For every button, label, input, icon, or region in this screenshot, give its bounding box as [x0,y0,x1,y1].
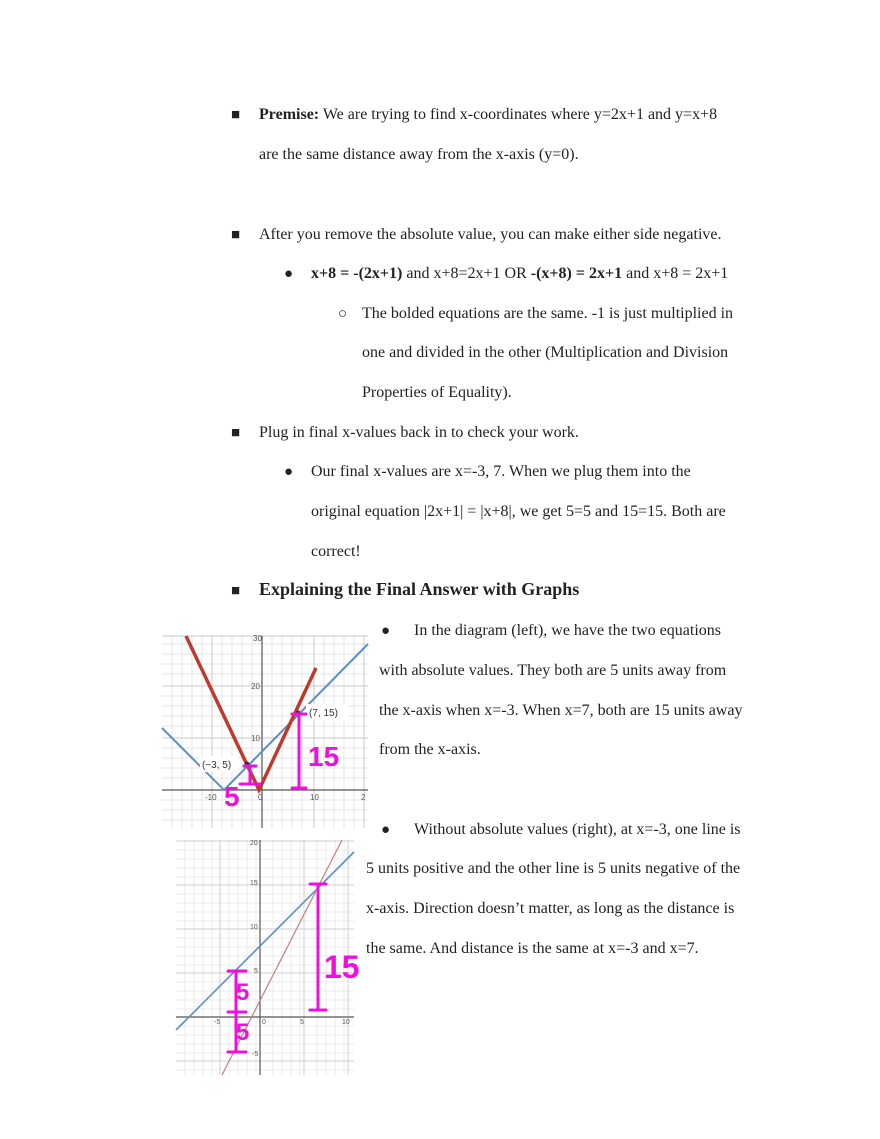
y-tick-label: 10 [250,924,258,931]
explain-para1-line-1: In the diagram (left), we have the two equations [414,622,721,639]
premise-label: Premise: [259,106,320,123]
equation-text-2: and x+8 = 2x+1 [626,265,729,282]
handwritten-15: 15 [308,741,340,772]
y-tick-label: 5 [254,968,258,975]
plug-in-text: Plug in final x-values back in to check your work. [259,424,579,441]
explain-para2-line-1: Without absolute values (right), at x=-3, one line is [414,821,741,838]
handwritten-15: 15 [324,949,360,985]
explain-para2-line-3: x-axis. Direction doesn’t matter, as long as the distance is [366,900,735,917]
point-label-a: (−3, 5) [202,760,232,771]
absolute-value-graph [162,636,368,828]
plug-in-sub-3: correct! [311,543,361,560]
square-bullet-icon: ■ [231,425,241,441]
subsub-line-1: The bolded equations are the same. -1 is just multiplied in [362,305,734,322]
y-tick-label: 15 [250,880,258,887]
y-tick-label: 10 [251,734,260,743]
x-tick-label: 2 [361,793,366,802]
x-tick-label: -10 [205,793,217,802]
bold-equation-1: x+8 = -(2x+1) [311,265,403,282]
equation-line [311,264,728,284]
x-tick-label: -5 [214,1019,221,1026]
plug-in-sub-1: Our final x-values are x=-3, 7. When we plug them into the [311,463,691,480]
plug-in-sub-2: original equation |2x+1| = |x+8|, we get 5=5 and 15=15. Both are [311,503,726,520]
premise-line-1 [259,105,717,125]
x-tick-label: 10 [342,1019,350,1026]
linear-graph-svg [176,840,360,1075]
explain-para1-line-3: the x-axis when x=-3. When x=7, both are 15 units away [379,702,743,719]
magenta-annotations [240,714,306,788]
explain-para1-line-4: from the x-axis. [379,741,481,758]
point-label-b: (7, 15) [309,708,338,719]
dot-bullet-icon: ● [381,623,391,639]
y-tick-label: -5 [252,1051,259,1058]
handwritten-5-lower: 5 [236,1019,250,1046]
premise-line-2: are the same distance away from the x-axis (y=0). [259,146,579,163]
square-bullet-icon: ■ [231,583,241,599]
explain-para2-line-2: 5 units positive and the other line is 5 units negative of the [366,860,741,877]
subsub-line-3: Properties of Equality). [362,384,512,401]
bold-equation-2: -(x+8) = 2x+1 [530,265,623,282]
x-tick-label: 5 [300,1019,304,1026]
explain-heading: Explaining the Final Answer with Graphs [259,579,580,599]
x-tick-label: 0 [262,1019,266,1026]
dot-bullet-icon: ● [284,464,294,480]
square-bullet-icon: ■ [231,227,241,243]
dot-bullet-icon: ● [381,822,391,838]
absolute-value-graph-svg [162,636,368,828]
linear-graph [176,840,360,1075]
x-tick-label: 10 [310,793,319,802]
square-bullet-icon: ■ [231,107,241,123]
y-tick-label: 30 [253,634,262,643]
premise-text: We are trying to find x-coordinates where y=2x+1 and y=x+8 [322,106,718,123]
y-tick-label: 20 [250,840,258,847]
circle-bullet-icon: ○ [338,306,348,322]
x-tick-label: 0 [258,793,263,802]
equation-text-1: and x+8=2x+1 OR [406,265,527,282]
dot-bullet-icon: ● [284,266,294,282]
subsub-line-2: one and divided in the other (Multiplication and Division [362,344,729,361]
remove-abs-text: After you remove the absolute value, you can make either side negative. [259,226,722,243]
handwritten-5-upper: 5 [236,979,250,1006]
explain-para1-line-2: with absolute values. They both are 5 units away from [379,662,727,679]
y-tick-label: 20 [251,682,260,691]
handwritten-5: 5 [224,781,240,812]
explain-para2-line-4: the same. And distance is the same at x=-3 and x=7. [366,940,699,957]
